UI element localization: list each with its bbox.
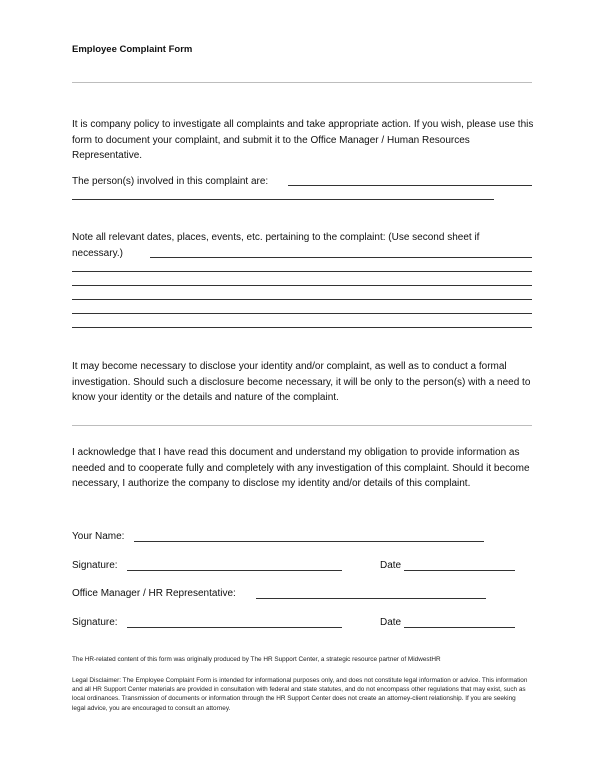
signature-label: Signature: [72, 560, 118, 571]
date-line[interactable] [404, 570, 515, 571]
hr-representative-label: Office Manager / HR Representative: [72, 588, 236, 599]
date-2-label: Date [380, 617, 402, 628]
form-title: Employee Complaint Form [72, 44, 193, 55]
persons-involved-line-1[interactable] [288, 185, 532, 186]
disclosure-paragraph: It may become necessary to disclose your identity and/or complaint, as well as to conduct a formal investigation. Should such a disclosure become necessary, it will be only to the person(s) with a need to know your identity or the details and nature of the complaint. [72, 361, 531, 403]
signature-line[interactable] [127, 570, 342, 571]
your-name-line[interactable] [134, 541, 484, 542]
acknowledgement-paragraph: I acknowledge that I have read this document and understand my obligation to provide information as needed and to cooperate fully and completely with any investigation of this complaint. Should it become necessary, I authorize the company to disclose my identity and/or details of this complaint. [72, 447, 530, 489]
persons-involved-line-2[interactable] [72, 199, 494, 200]
divider-top [72, 82, 532, 83]
intro-paragraph: It is company policy to investigate all complaints and take appropriate action. If you wish, please use this form to document your complaint, and submit it to the Office Manager / Human Resources Representative. [72, 119, 534, 161]
persons-involved-label: The person(s) involved in this complaint are: [72, 176, 269, 187]
details-line-4[interactable] [72, 299, 532, 300]
details-line-2[interactable] [72, 271, 532, 272]
hr-representative-line[interactable] [256, 598, 486, 599]
signature-2-label: Signature: [72, 617, 118, 628]
your-name-label: Your Name: [72, 531, 125, 542]
divider-middle [72, 425, 532, 426]
details-line-1[interactable] [150, 257, 532, 258]
details-line-3[interactable] [72, 285, 532, 286]
signature-2-line[interactable] [127, 627, 342, 628]
legal-disclaimer: Legal Disclaimer: The Employee Complaint Form is intended for informational purposes only, and does not constitute legal information or advice. This information and all HR Support Center materials are provided in consultation with federal and state statutes, and do not encompass other regulations that may exist, such as local ordinances. Transmission of documents or information through the HR Support Center does not create an attorney-client relationship. If you are seeking legal advice, you are encouraged to consult an attorney. [72, 677, 528, 712]
details-line-5[interactable] [72, 313, 532, 314]
date-label: Date [380, 560, 402, 571]
date-2-line[interactable] [404, 627, 515, 628]
footer-credit: The HR-related content of this form was originally produced by The HR Support Center, a strategic resource partner of MidwestHR [72, 656, 441, 663]
details-note-label: Note all relevant dates, places, events, etc. pertaining to the complaint: (Use second sheet if necessary.) [72, 232, 480, 259]
details-line-6[interactable] [72, 327, 532, 328]
